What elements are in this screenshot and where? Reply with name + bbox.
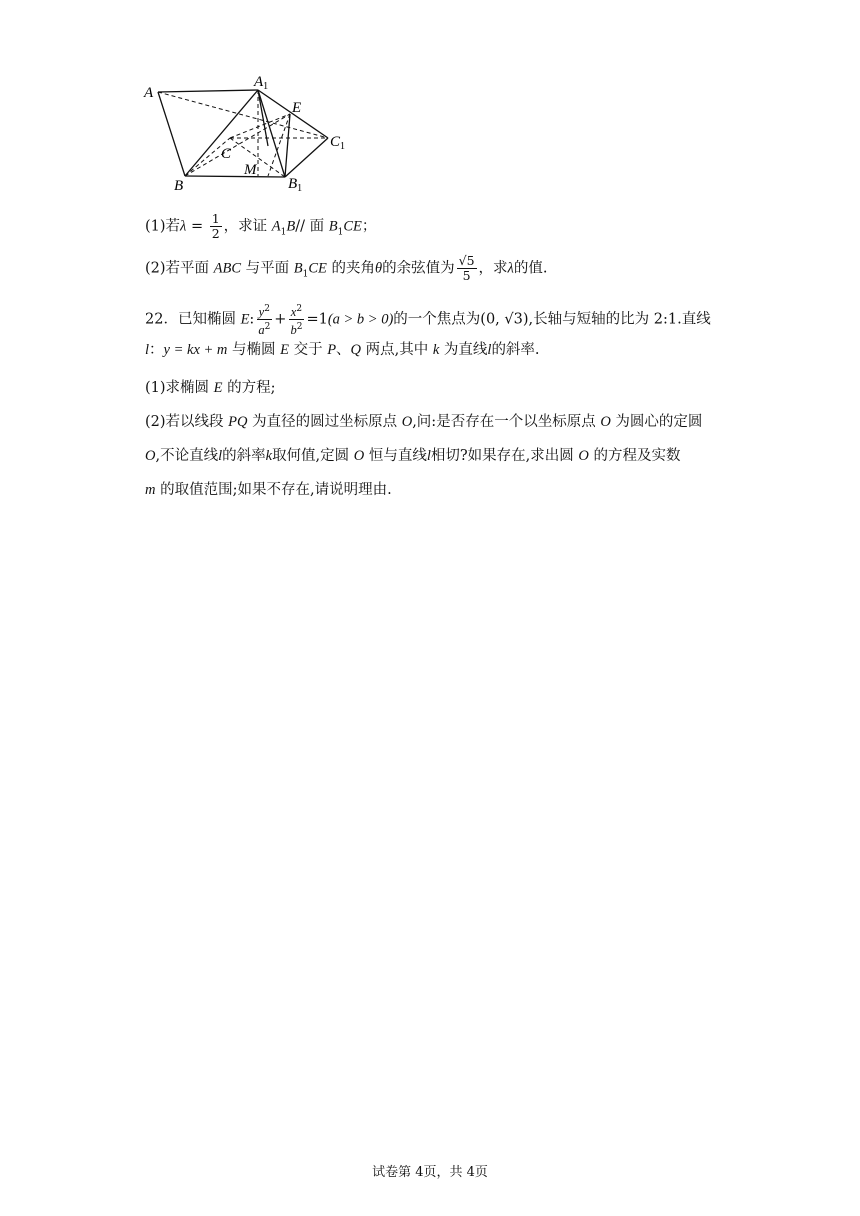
label-E: E: [292, 100, 302, 116]
label-A: A: [144, 85, 154, 101]
fraction-sqrt5-over-5: $\frac{√5}{5}$: [458, 253, 475, 283]
prism-figure: [140, 70, 360, 195]
edge-A-B: [158, 92, 185, 176]
label-C1: $C_1$: [330, 134, 346, 152]
question-2: (2)若平面 ABC 与平面 $B_1CE$ 的夹角θ的余弦值为 $\frac{√5}{5}$ ，求λ的值.: [145, 253, 548, 283]
label-C: C: [221, 146, 232, 162]
label-M: M: [244, 162, 257, 178]
label-B1: $B_1$: [288, 176, 303, 194]
edge-C-E: [230, 114, 290, 138]
fraction-one-half: $\frac{1}{2}$: [211, 211, 220, 241]
problem-22-line-1: 22．已知椭圆 E: $\frac{y^2}{a^2}$ + $\frac{x^2}{b^2}$ =1(a > b > 0)的一个焦点为(0, √3),长轴与短轴的比为 2:1.直线: [145, 304, 711, 338]
edge-A1-B1: [258, 90, 285, 177]
edge-B-B1: [185, 176, 285, 177]
problem-22-line-2: l：y = kx + m 与椭圆 E 交于 P、Q 两点,其中 k 为直线l的斜率.: [145, 342, 540, 358]
edge-C-B1: [230, 138, 285, 177]
problem-22-line-5: O,不论直线l的斜率k取何值,定圆 O 恒与直线l相切?如果存在,求出圆 O 的方程及实数: [145, 448, 681, 464]
problem-22-line-3: (1)求椭圆 E 的方程;: [145, 380, 276, 396]
page-footer: 试卷第 4页，共 4页: [372, 1165, 488, 1180]
question-1: (1)若λ = $\frac{1}{2}$ ，求证 $A_1B//$ 面 $B_1CE$；: [145, 211, 377, 241]
edge-A-A1: [158, 90, 258, 92]
label-B: B: [174, 178, 184, 194]
edge-B1-C1: [285, 138, 328, 177]
problem-22-line-6: m 的取值范围;如果不存在,请说明理由.: [145, 482, 392, 498]
label-A1: $A_1$: [254, 74, 269, 92]
fraction-x2-b2: $\frac{x^2}{b^2}$: [290, 304, 303, 338]
problem-22-line-4: (2)若以线段 PQ 为直径的圆过坐标原点 O,问:是否存在一个以坐标原点 O 为圆心的定圆: [145, 414, 703, 430]
edge-B1-E: [285, 114, 290, 177]
edge-A-C1: [158, 92, 328, 138]
fraction-y2-a2: $\frac{y^2}{a^2}$: [258, 304, 271, 338]
